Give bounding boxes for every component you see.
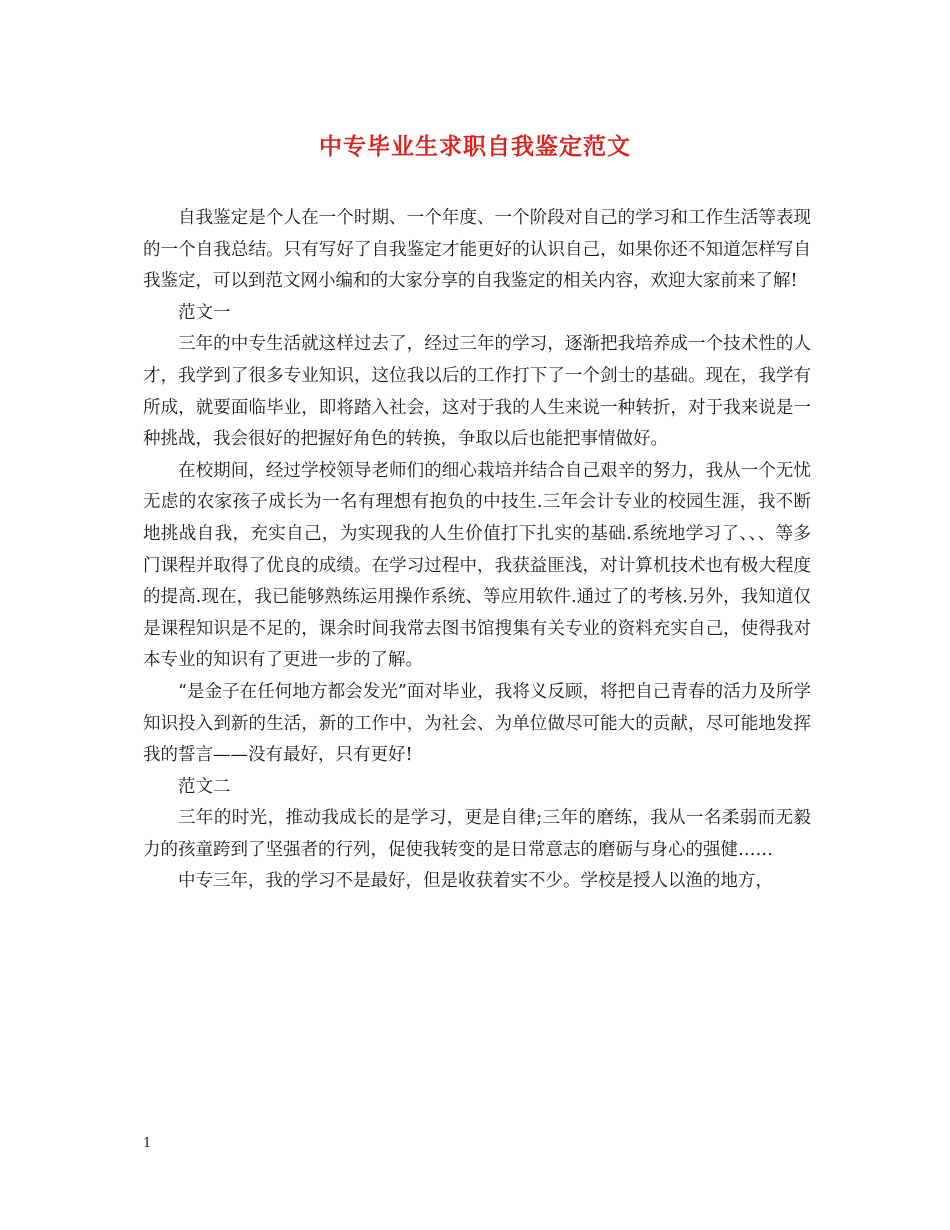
- body-paragraph: “是金子在任何地方都会发光”面对毕业，我将义反顾，将把自己青春的活力及所学知识投入到新的生活，新的工作中，为社会、为单位做尽可能大的贡献，尽可能地发挥我的誓言——没有最好，只有更好!: [143, 681, 811, 766]
- section-heading-sample-two: 范文二: [178, 776, 231, 797]
- intro-paragraph: 自我鉴定是个人在一个时期、一个年度、一个阶段对自己的学习和工作生活等表现的一个自我总结。只有写好了自我鉴定才能更好的认识自己，如果你还不知道怎样写自我鉴定，可以到范文网小编和的大家分享的自我鉴定的相关内容，欢迎大家前来了解!: [143, 208, 811, 292]
- body-paragraph: 在校期间，经过学校领导老师们的细心栽培并结合自己艰辛的努力，我从一个无忧无虑的农家孩子成长为一名有理想有抱负的中技生.三年会计专业的校园生涯，我不断地挑战自我，充实自己，为实现我的人生价值打下扎实的基础.系统地学习了、、、等多门课程并取得了优良的成绩。在学习过程中，我获益匪浅，对计算机技术也有极大程度的提高.现在，我已能够熟练运用操作系统、等应用软件.通过了的考核.另外，我知道仅是课程知识是不足的，课余时间我常去图书馆搜集有关专业的资料充实自己，使得我对本专业的知识有了更进一步的了解。: [143, 460, 811, 671]
- body-paragraph: 三年的中专生活就这样过去了，经过三年的学习，逐渐把我培养成一个技术性的人才，我学到了很多专业知识，这位我以后的工作打下了一个剑士的基础。现在，我学有所成，就要面临毕业，即将踏入社会，这对于我的人生来说一种转折，对于我来说是一种挑战，我会很好的把握好角色的转换，争取以后也能把事情做好。: [143, 334, 811, 450]
- document-body: [143, 203, 811, 898]
- section-heading-sample-one: 范文一: [178, 302, 231, 323]
- page-number: 1: [143, 1136, 152, 1151]
- document-title: 中专毕业生求职自我鉴定范文: [319, 133, 631, 160]
- body-paragraph: 三年的时光，推动我成长的是学习，更是自律;三年的磨练，我从一名柔弱而无毅力的孩童跨到了坚强者的行列，促使我转变的是日常意志的磨砺与身心的强健……: [143, 808, 811, 860]
- body-paragraph: 中专三年，我的学习不是最好，但是收获着实不少。学校是授人以渔的地方，: [178, 871, 773, 892]
